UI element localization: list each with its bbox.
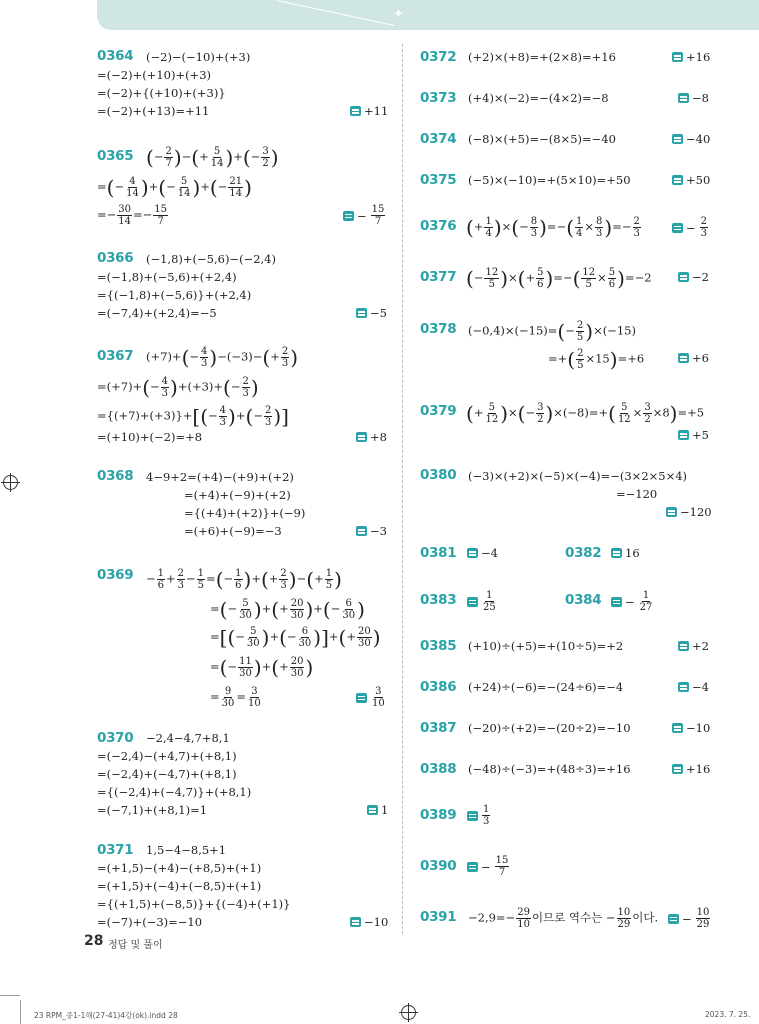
- solution-line: =(−2)+{(+10)+(+3)}: [97, 86, 226, 100]
- problem-number: 0383: [420, 592, 457, 608]
- solution-line: = $\frac{9}{30}$ = $\frac{3}{10}$: [210, 686, 261, 709]
- answer-mark-icon: [611, 548, 622, 558]
- answer: −3: [356, 524, 387, 538]
- answer-mark-icon: [672, 764, 683, 774]
- answer: −5: [356, 306, 387, 320]
- solution-line: ={(−1,8)+(−5,6)}+(+2,4): [97, 288, 252, 302]
- problem-number: 0368: [97, 468, 134, 484]
- answer-mark-icon: [467, 862, 478, 872]
- solution-line: (−0,4)×(−15)=(− $\frac{2}{5}$ )×(−15): [468, 319, 636, 344]
- answer: +8: [356, 430, 387, 444]
- solution-line: =(+10)+(−2)=+8: [97, 430, 203, 444]
- answer-mark-icon: [678, 430, 689, 440]
- answer: − $\frac{10}{29}$: [668, 907, 711, 930]
- column-divider: [402, 44, 403, 934]
- answer-mark-icon: [668, 914, 679, 924]
- problem-number: 0369: [97, 567, 134, 583]
- solution-line: =(−2,4)−(+4,7)+(+8,1): [97, 749, 237, 763]
- answer-mark-icon: [350, 106, 361, 116]
- answer-mark-icon: [678, 272, 689, 282]
- problem-number: 0381: [420, 545, 457, 561]
- problem-number: 0389: [420, 807, 457, 823]
- registration-mark-icon: [3, 475, 18, 490]
- solution-line: (−1,8)+(−5,6)−(−2,4): [146, 252, 276, 266]
- answer: −4: [467, 546, 498, 560]
- answer-mark-icon: [467, 548, 478, 558]
- problem-number: 0379: [420, 403, 457, 419]
- answer: 1 25: [467, 590, 498, 613]
- problem-number: 0386: [420, 679, 457, 695]
- answer-mark-icon: [666, 507, 677, 517]
- answer: −2: [678, 270, 709, 284]
- solution-line: ={(+1,5)+(−8,5)}+{(−4)+(+1)}: [97, 897, 291, 911]
- solution-line: =(− $\frac{11}{30}$ )+(+ $\frac{20}{30}$ ): [210, 655, 314, 680]
- solution-line: (+2)×(+8)=+(2×8)=+16: [468, 50, 616, 64]
- answer: − $\frac{15}{7}$: [467, 855, 510, 878]
- registration-mark-icon: [401, 1005, 416, 1020]
- print-file-info: 23 RPM_중1-1해(27-41)4강(ok).indd 28: [34, 1011, 178, 1020]
- solution-line: =(−7,4)+(+2,4)=−5: [97, 306, 217, 320]
- answer-mark-icon: [678, 353, 689, 363]
- solution-line: =(+4)+(−9)+(+2): [184, 488, 291, 502]
- answer: +16: [672, 762, 710, 776]
- solution-line: −2,9=− $\frac{29}{10}$ 이므로 역수는 − $\frac{10}{29}$ 이다.: [468, 907, 659, 930]
- solution-line: (+4)×(−2)=−(4×2)=−8: [468, 91, 609, 105]
- solution-line: (−8)×(+5)=−(8×5)=−40: [468, 132, 616, 146]
- answer-mark-icon: [467, 597, 478, 607]
- problem-number: 0380: [420, 467, 457, 483]
- answer: +16: [672, 50, 710, 64]
- crop-mark: [20, 1000, 21, 1024]
- answer: − $\frac{2}{3}$: [672, 216, 709, 239]
- solution-line: (−48)÷(−3)=+(48÷3)=+16: [468, 762, 631, 776]
- page-number: 28: [84, 933, 104, 949]
- problem-number: 0373: [420, 90, 457, 106]
- problem-number: 0365: [97, 148, 134, 164]
- answer: +50: [672, 173, 710, 187]
- solution-line: ={(+4)+(+2)}+(−9): [184, 506, 306, 520]
- answer-mark-icon: [611, 597, 622, 607]
- solution-line: ={(−2,4)+(−4,7)}+(+8,1): [97, 785, 252, 799]
- problem-number: 0385: [420, 638, 457, 654]
- solution-line: (+24)÷(−6)=−(24÷6)=−4: [468, 680, 624, 694]
- problem-number: 0364: [97, 48, 134, 64]
- problem-number: 0384: [565, 592, 602, 608]
- solution-line: =(−7,1)+(+8,1)=1: [97, 803, 208, 817]
- answer-mark-icon: [678, 641, 689, 651]
- answer: +6: [678, 351, 709, 365]
- solution-line: (−20)÷(+2)=−(20÷2)=−10: [468, 721, 631, 735]
- answer-mark-icon: [367, 805, 378, 815]
- problem-number: 0376: [420, 218, 457, 234]
- problem-number: 0387: [420, 720, 457, 736]
- crop-mark: [0, 995, 20, 996]
- solution-line: =(+7)+(− $\frac{4}{3}$ )+(+3)+(− $\frac{2}{3}$ ): [97, 375, 259, 400]
- problem-number: 0374: [420, 131, 457, 147]
- solution-line: =(−2)+(+10)+(+3): [97, 68, 212, 82]
- solution-line: =(+1,5)−(+4)−(+8,5)+(+1): [97, 861, 262, 875]
- solution-line: =(− $\frac{5}{30}$ )+(+ $\frac{20}{30}$ )+(− $\frac{6}{30}$ ): [210, 597, 365, 622]
- problem-number: 0390: [420, 858, 457, 874]
- problem-number: 0367: [97, 348, 134, 364]
- answer-mark-icon: [672, 134, 683, 144]
- answer: −10: [672, 721, 710, 735]
- problem-number: 0377: [420, 269, 457, 285]
- answer-mark-icon: [672, 223, 683, 233]
- answer-mark-icon: [672, 52, 683, 62]
- solution-line: (+ $\frac{1}{4}$ )×(− $\frac{8}{3}$ )=−( $\frac{1}{4}$ × $\frac{8}{3}$ )=− $\frac{2}{3}$: [466, 215, 640, 240]
- solution-line: =− $\frac{30}{14}$ =− $\frac{15}{7}$: [97, 204, 168, 227]
- answer: 3 10: [356, 686, 387, 709]
- problem-number: 0372: [420, 49, 457, 65]
- problem-number: 0382: [565, 545, 602, 561]
- solution-line: =(+6)+(−9)=−3: [184, 524, 282, 538]
- answer-mark-icon: [356, 693, 367, 703]
- banner-line: [277, 0, 395, 26]
- print-date: 2023. 7. 25.: [705, 1010, 751, 1019]
- solution-line: 1,5−4−8,5+1: [146, 843, 227, 857]
- footer-label: 정답 및 풀이: [108, 940, 163, 951]
- answer-mark-icon: [350, 917, 361, 927]
- answer: − $\frac{1}{27}$: [611, 590, 654, 613]
- solution-line: =(−7)+(−3)=−10: [97, 915, 203, 929]
- problem-number: 0391: [420, 909, 457, 925]
- problem-number: 0370: [97, 730, 134, 746]
- answer: −120: [666, 505, 712, 519]
- solution-line: =[(− $\frac{5}{30}$ )+(− $\frac{6}{30}$ )]+(+ $\frac{20}{30}$ ): [210, 625, 381, 650]
- solution-line: =(+1,5)+(−4)+(−8,5)+(+1): [97, 879, 262, 893]
- solution-line: ={(+7)+(+3)}+[(− $\frac{4}{3}$ )+(− $\frac{2}{3}$ )]: [97, 404, 289, 429]
- answer: −40: [672, 132, 710, 146]
- top-banner: [97, 0, 759, 30]
- answer: 1: [367, 803, 388, 817]
- answer-mark-icon: [678, 682, 689, 692]
- problem-number: 0366: [97, 250, 134, 266]
- answer: −8: [678, 91, 709, 105]
- answer-mark-icon: [343, 211, 354, 221]
- solution-line: (−3)×(+2)×(−5)×(−4)=−(3×2×5×4): [468, 469, 688, 483]
- solution-line: =+( $\frac{2}{5}$ ×15)=+6: [548, 347, 645, 372]
- answer: +11: [350, 104, 388, 118]
- solution-line: (− $\frac{12}{5}$ )×(+ $\frac{5}{6}$ )=−( $\frac{12}{5}$ × $\frac{5}{6}$ )=−2: [466, 266, 652, 291]
- solution-line: − $\frac{1}{6}$ + $\frac{2}{3}$ − $\frac{1}{5}$ =(− $\frac{1}{6}$ )+(+ $\frac{2}{3}$ )−(+ $\frac{1}{5}$ ): [146, 567, 342, 592]
- solution-line: =(−2)+(+13)=+11: [97, 104, 210, 118]
- problem-number: 0378: [420, 321, 457, 337]
- solution-line: =(− $\frac{4}{14}$ )+(− $\frac{5}{14}$ )+(− $\frac{21}{14}$ ): [97, 175, 252, 200]
- answer: +5: [678, 428, 709, 442]
- solution-line: −2,4−4,7+8,1: [146, 731, 230, 745]
- answer-mark-icon: [672, 175, 683, 185]
- answer: 1 3: [467, 804, 491, 827]
- star-icon: ✦: [393, 7, 404, 22]
- answer: −4: [678, 680, 709, 694]
- answer: −10: [350, 915, 388, 929]
- solution-line: (+7)+(− $\frac{4}{3}$ )−(−3)−(+ $\frac{2}{3}$ ): [146, 345, 299, 370]
- answer-mark-icon: [672, 723, 683, 733]
- solution-line: =−120: [616, 487, 658, 501]
- problem-number: 0371: [97, 842, 134, 858]
- answer-mark-icon: [467, 811, 478, 821]
- answer-mark-icon: [678, 93, 689, 103]
- solution-line: =(−2,4)+(−4,7)+(+8,1): [97, 767, 237, 781]
- solution-line: (+ $\frac{5}{12}$ )×(− $\frac{3}{2}$ )×(−8)=+( $\frac{5}{12}$ × $\frac{3}{2}$ ×8)=+5: [466, 401, 705, 426]
- answer-mark-icon: [356, 432, 367, 442]
- problem-number: 0388: [420, 761, 457, 777]
- solution-line: (−2)−(−10)+(+3): [146, 50, 251, 64]
- problem-number: 0375: [420, 172, 457, 188]
- solution-line: =(−1,8)+(−5,6)+(+2,4): [97, 270, 237, 284]
- answer: 16: [611, 546, 640, 560]
- answer: − $\frac{15}{7}$: [343, 204, 386, 227]
- answer-mark-icon: [356, 526, 367, 536]
- solution-line: 4−9+2=(+4)−(+9)+(+2): [146, 470, 294, 484]
- solution-line: (−5)×(−10)=+(5×10)=+50: [468, 173, 631, 187]
- solution-line: (− $\frac{2}{7}$ )−(+ $\frac{5}{14}$ )+(− $\frac{3}{2}$ ): [146, 145, 279, 170]
- answer: +2: [678, 639, 709, 653]
- solution-line: (+10)÷(+5)=+(10÷5)=+2: [468, 639, 624, 653]
- answer-mark-icon: [356, 308, 367, 318]
